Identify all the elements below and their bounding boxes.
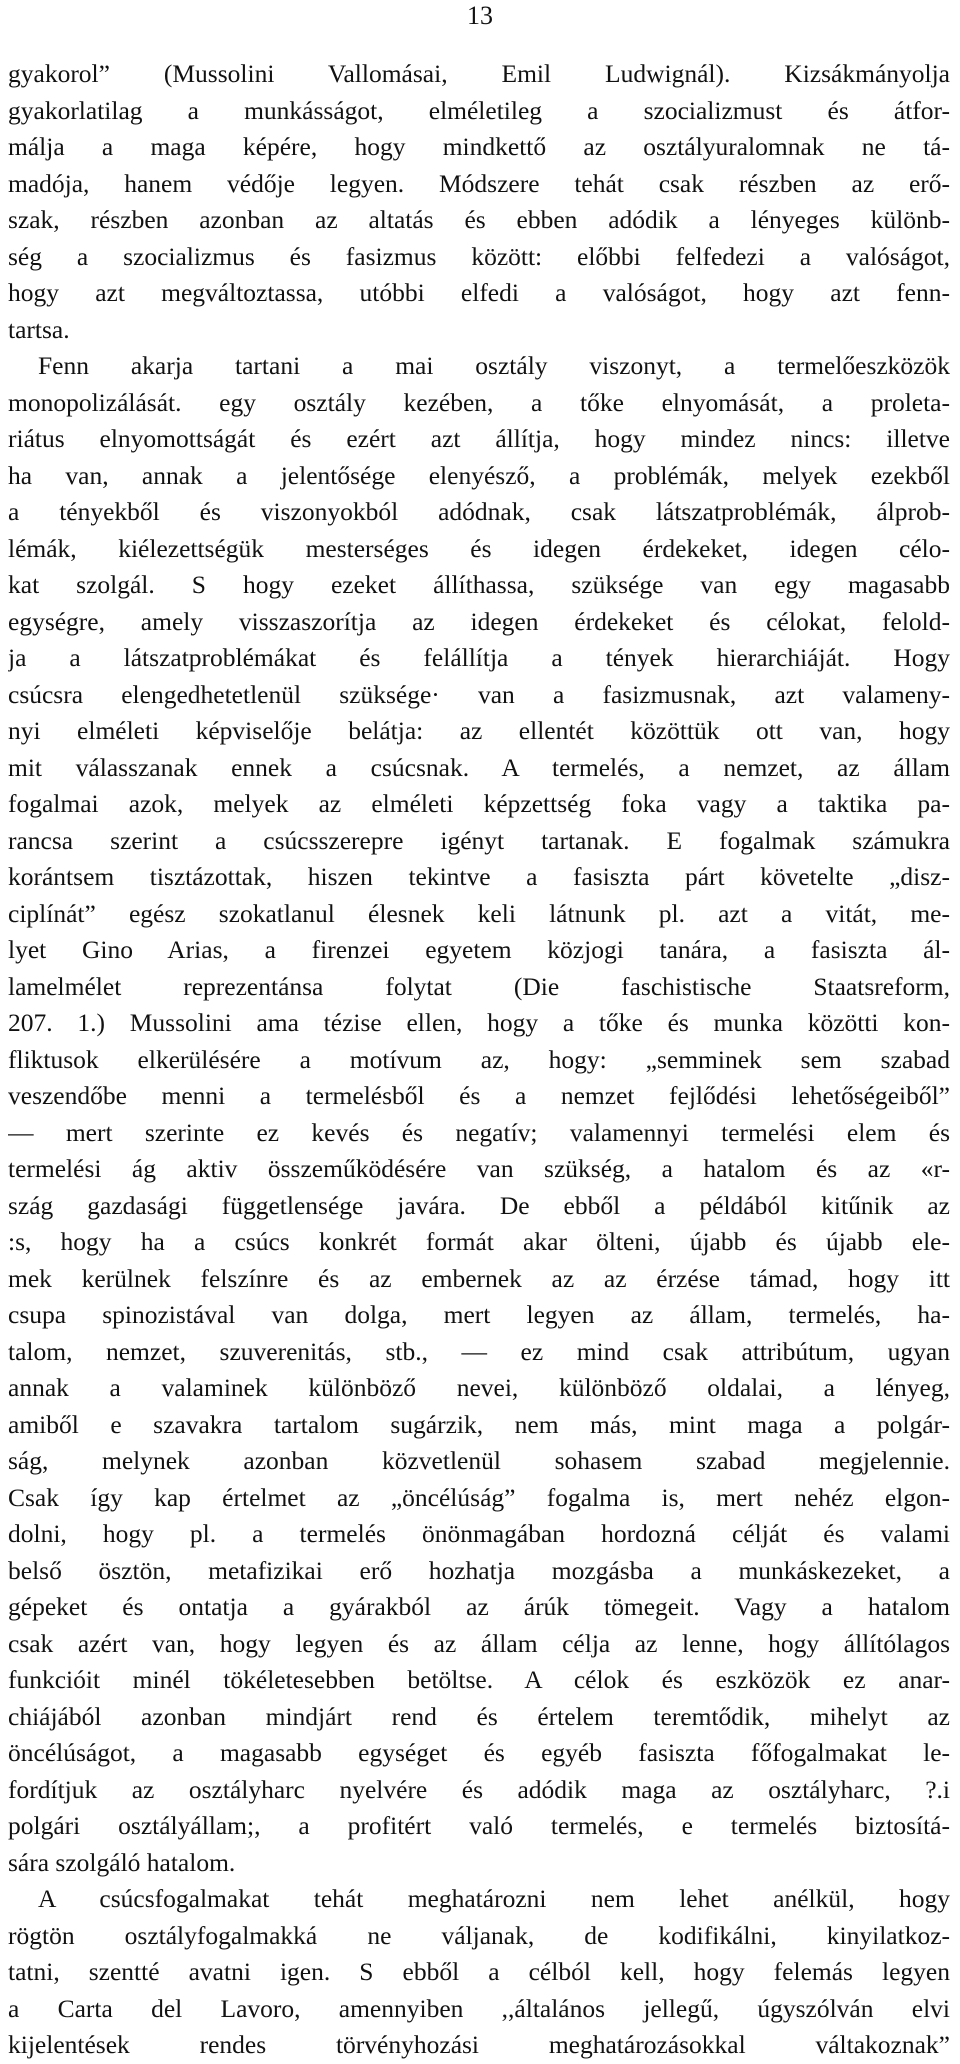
text-line: talom, nemzet, szuverenitás, stb., — ez mind csak attribútum, ugyan — [8, 1336, 950, 1366]
text-line: csak azért van, hogy legyen és az állam célja az lenne, hogy állítólagos — [8, 1628, 950, 1658]
text-line: gyakorlatilag a munkásságot, elméletileg a szocializmust és átfor- — [8, 95, 950, 125]
text-line: ság, melynek azonban közvetlenül sohasem szabad megjelennie. — [8, 1446, 950, 1475]
text-line: riátus elnyomottságát és ezért azt állítja, hogy mindez nincs: illetve — [8, 424, 950, 453]
text-line: mit válasszanak ennek a csúcsnak. A termelés, a nemzet, az állam — [8, 752, 950, 782]
text-line: öncélúságot, a magasabb egységet és egyéb fasiszta főfogalmakat le- — [8, 1738, 950, 1767]
text-line: annak a valaminek különböző nevei, különböző oldalai, a lényeg, — [8, 1373, 950, 1402]
text-line: lémák, kiélezettségük mesterséges és idegen érdekeket, idegen célo- — [8, 533, 950, 563]
page-number: 13 — [467, 1, 493, 30]
text-line: ség a szocializmus és fasizmus között: előbbi felfedezi a valóságot, — [8, 241, 950, 271]
text-line: amiből e szavakra tartalom sugárzik, nem más, mint maga a polgár- — [8, 1409, 950, 1439]
text-line: termelési ág aktiv összeműködésére van szükség, a hatalom és az «r- — [8, 1154, 950, 1183]
text-line: sára szolgáló hatalom. — [8, 1847, 236, 1877]
text-line: mek kerülnek felszínre és az embernek az az érzése támad, hogy itt — [8, 1263, 950, 1293]
text-line: Fenn akarja tartani a mai osztály viszonyt, a termelőeszközök — [38, 351, 950, 380]
text-line: lyet Gino Arias, a firenzei egyetem közjogi tanára, a fasiszta ál- — [8, 935, 950, 964]
text-line: csúcsra elengedhetetlenül szüksége· van a fasizmusnak, azt valameny- — [8, 679, 950, 709]
text-line: :s, hogy ha a csúcs konkrét formát akar ölteni, újabb és újabb ele- — [8, 1227, 950, 1256]
text-line: fogalmai azok, melyek az elméleti képzettség foka vagy a taktika pa- — [8, 789, 950, 818]
text-line: szág gazdasági függetlensége javára. De ebből a példából kitűnik az — [8, 1190, 950, 1220]
text-line: hogy azt megváltoztassa, utóbbi elfedi a valóságot, hogy azt fenn- — [8, 278, 950, 307]
text-line: málja a maga képére, hogy mindkettő az osztályuralomnak ne tá- — [8, 132, 950, 161]
text-line: gépeket és ontatja a gyárakból az árúk tömegeit. Vagy a hatalom — [8, 1592, 950, 1621]
text-line: szak, részben azonban az altatás és ebben adódik a lényeges különb- — [8, 205, 950, 234]
text-line: egységre, amely visszaszorítja az idegen érdekeket és célokat, felold- — [8, 606, 950, 636]
text-line: rögtön osztályfogalmakká ne váljanak, de kodifikálni, kinyilatkoz- — [8, 1920, 950, 1950]
text-line: chiájából azonban mindjárt rend és értelem teremtődik, mihelyt az — [8, 1701, 950, 1731]
text-line: belső ösztön, metafizikai erő hozhatja mozgásba a munkáskezeket, a — [8, 1555, 950, 1585]
text-line: fliktusok elkerülésére a motívum az, hogy: „semminek sem szabad — [8, 1044, 950, 1074]
text-line: fordítjuk az osztályharc nyelvére és adódik maga az osztályharc, ?.i — [8, 1774, 950, 1804]
text-line: — mert szerinte ez kevés és negatív; valamennyi termelési elem és — [8, 1117, 950, 1147]
text-line: kijelentések rendes törvényhozási meghatározásokkal váltakoznak” — [8, 2030, 950, 2059]
text-line: kat szolgál. S hogy ezeket állíthassa, szüksége van egy magasabb — [8, 570, 950, 599]
text-line: csupa spinozistával van dolga, mert legyen az állam, termelés, ha- — [8, 1300, 950, 1329]
text-line: tatni, szentté avatni igen. S ebből a célból kell, hogy felemás legyen — [8, 1957, 950, 1986]
text-line: nyi elméleti képviselője belátja: az ellentét közöttük ott van, hogy — [8, 716, 950, 745]
text-line: ha van, annak a jelentősége elenyésző, a problémák, melyek ezekből — [8, 460, 950, 490]
text-line: a tényekből és viszonyokból adódnak, csak látszatproblémák, álprob- — [8, 497, 950, 526]
text-line: korántsem tisztázottak, hiszen tekintve a fasiszta párt követelte „disz- — [8, 862, 950, 891]
text-line: Csak így kap értelmet az „öncélúság” fogalma is, mert nehéz elgon- — [8, 1482, 950, 1512]
body-text — [8, 56, 950, 2064]
text-line: madója, hanem védője legyen. Módszere tehát csak részben az erő- — [8, 168, 950, 198]
text-line: A csúcsfogalmakat tehát meghatározni nem lehet anélkül, hogy — [38, 1884, 950, 1913]
text-line: veszendőbe menni a termelésből és a nemzet fejlődési lehetőségeiből” — [8, 1081, 950, 1110]
text-line: ciplínát” egész szokatlanul élesnek keli látnunk pl. azt a vitát, me- — [8, 898, 950, 928]
text-line: ja a látszatproblémákat és felállítja a tények hierarchiáját. Hogy — [8, 643, 950, 672]
text-line: tartsa. — [8, 314, 70, 344]
text-line: rancsa szerint a csúcsszerepre igényt tartanak. E fogalmak számukra — [8, 825, 950, 855]
text-line: a Carta del Lavoro, amennyiben ,,általános jellegű, úgyszólván elvi — [8, 1993, 950, 2023]
text-line: lamelmélet reprezentánsa folytat (Die faschistische Staatsreform, — [8, 971, 950, 1001]
text-line: dolni, hogy pl. a termelés önönmagában hordozná célját és valami — [8, 1519, 950, 1548]
text-line: monopolizálását. egy osztály kezében, a tőke elnyomását, a proleta- — [8, 387, 950, 417]
text-line: gyakorol” (Mussolini Vallomásai, Emil Ludwignál). Kizsákmányolja — [8, 59, 950, 88]
text-line: polgári osztályállam;, a profitért való termelés, e termelés biztosítá- — [8, 1811, 950, 1840]
text-line: funkcióit minél tökéletesebben betöltse. A célok és eszközök ez anar- — [8, 1665, 950, 1694]
text-line: 207. 1.) Mussolini ama tézise ellen, hogy a tőke és munka közötti kon- — [8, 1008, 950, 1037]
